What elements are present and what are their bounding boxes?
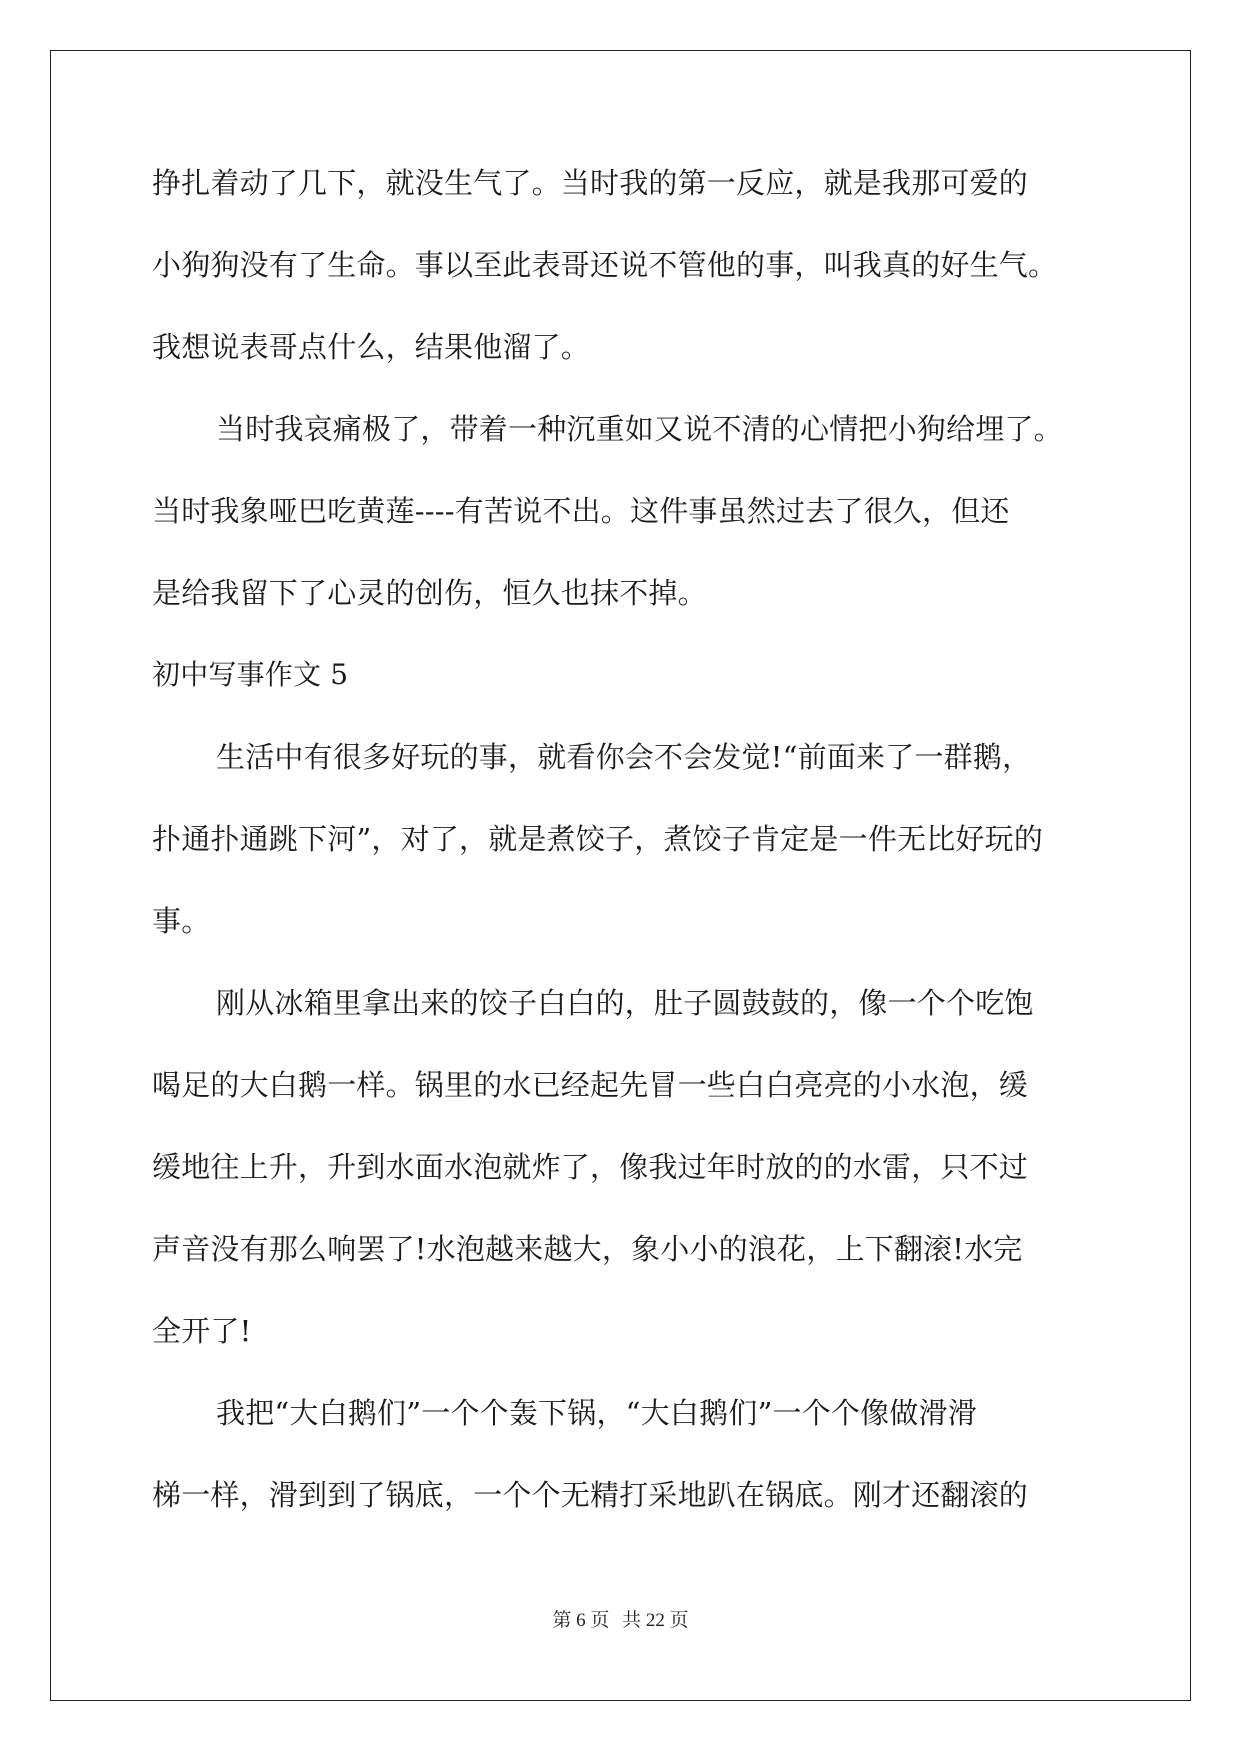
page-footer	[0, 1605, 1241, 1632]
text-line: 全开了!	[152, 1314, 252, 1348]
text-line: 刚从冰箱里拿出来的饺子白白的，肚子圆鼓鼓的，像一个个吃饱	[216, 986, 1034, 1020]
section-heading: 初中写事作文 5	[152, 658, 349, 691]
text-line: 我想说表哥点什么，结果他溜了。	[152, 330, 591, 364]
text-line: 喝足的大白鹅一样。锅里的水已经起先冒一些白白亮亮的小水泡，缓	[152, 1068, 1029, 1102]
text-line: 缓地往上升，升到水面水泡就炸了，像我过年时放的的水雷，只不过	[152, 1150, 1029, 1184]
text-line: 当时我哀痛极了，带着一种沉重如又说不清的心情把小狗给埋了。	[216, 412, 1063, 446]
text-line: 小狗狗没有了生命。事以至此表哥还说不管他的事，叫我真的好生气。	[152, 248, 1058, 282]
text-line: 扑通扑通跳下河”，对了，就是煮饺子，煮饺子肯定是一件无比好玩的	[152, 822, 1044, 856]
text-line: 生活中有很多好玩的事，就看你会不会发觉!“前面来了一群鹅，	[216, 740, 1032, 774]
text-line: 我把“大白鹅们”一个个轰下锅，“大白鹅们”一个个像做滑滑	[216, 1396, 977, 1430]
text-line: 挣扎着动了几下，就没生气了。当时我的第一反应，就是我那可爱的	[152, 166, 1029, 200]
document-body	[152, 158, 1092, 1552]
text-line: 事。	[152, 904, 211, 938]
page-number: 第 6 页	[552, 1610, 610, 1631]
text-line: 声音没有那么响罢了!水泡越来越大，象小小的浪花，上下翻滚!水完	[152, 1232, 1023, 1266]
text-line: 当时我象哑巴吃黄莲----有苦说不出。这件事虽然过去了很久，但还	[152, 494, 1010, 528]
text-line: 是给我留下了心灵的创伤，恒久也抹不掉。	[152, 576, 707, 610]
page-total: 共 22 页	[622, 1610, 689, 1631]
text-line: 梯一样，滑到到了锅底，一个个无精打采地趴在锅底。刚才还翻滚的	[152, 1478, 1029, 1512]
